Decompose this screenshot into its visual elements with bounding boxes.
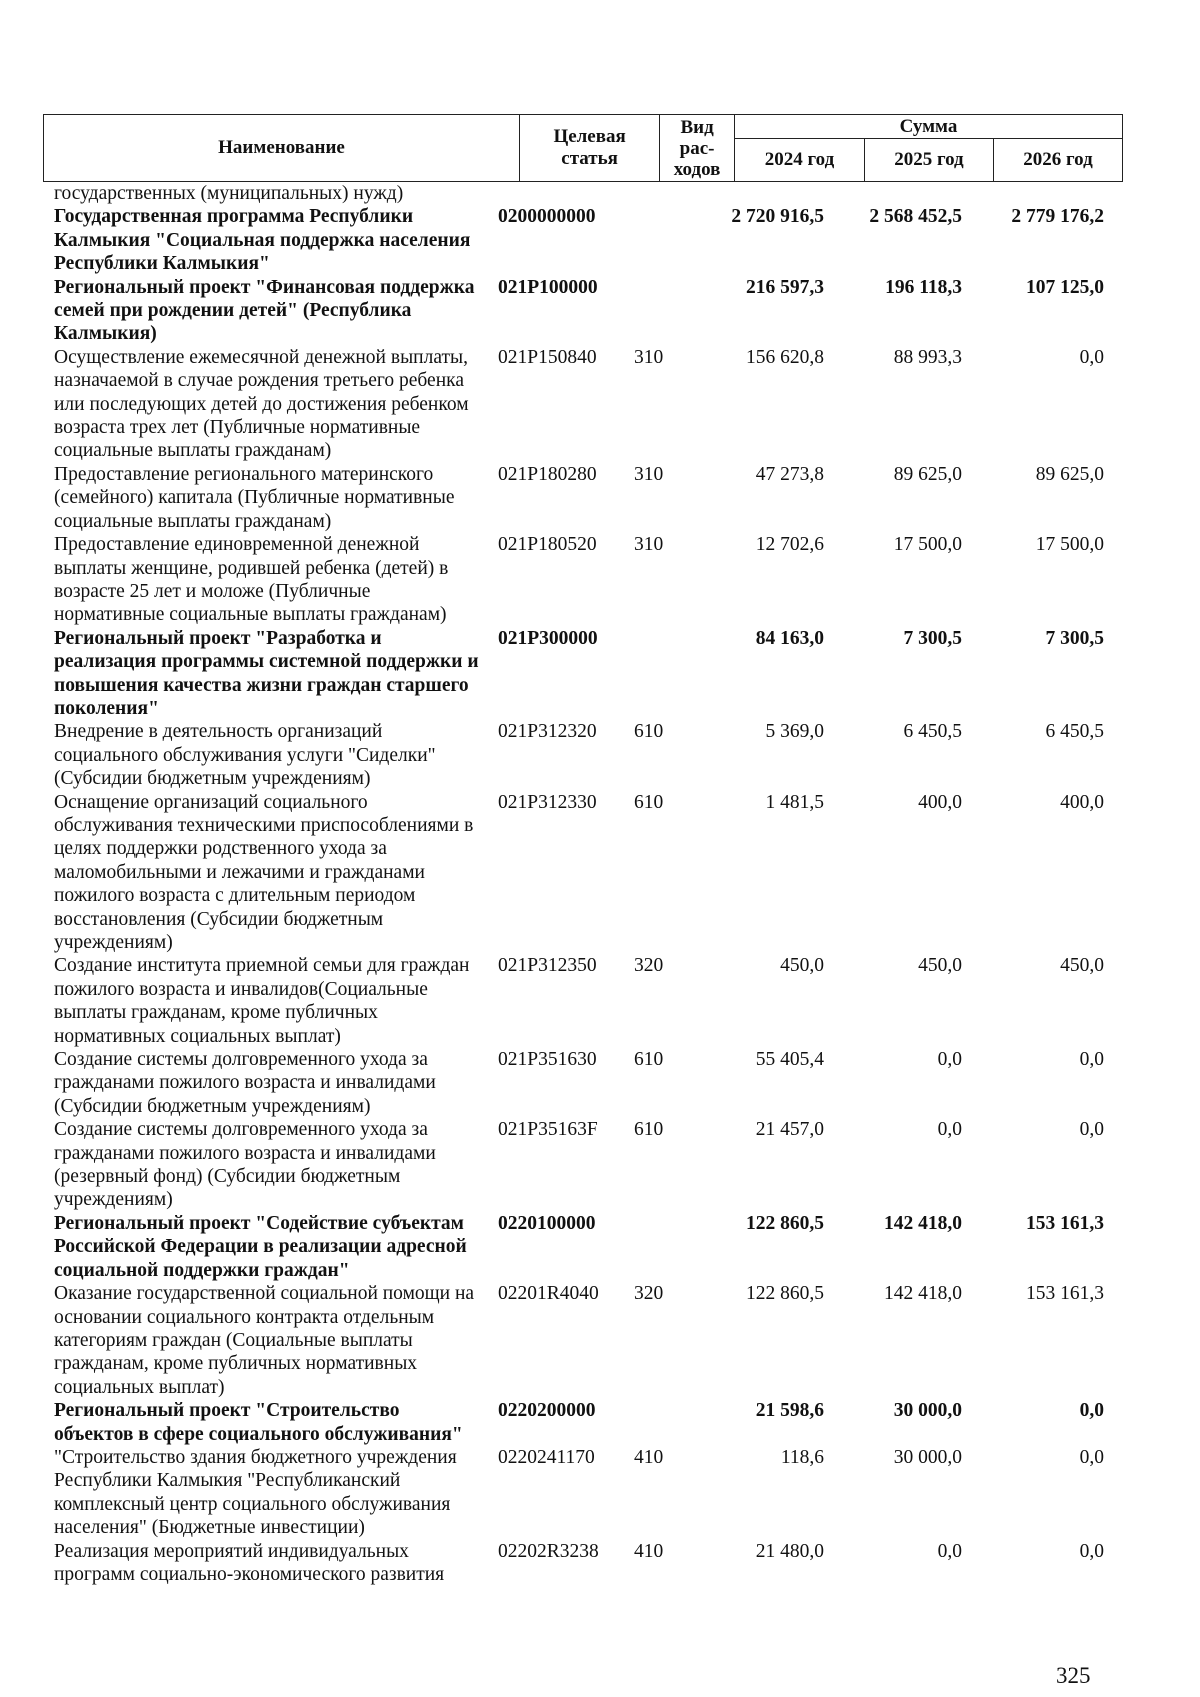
table-row	[43, 791, 1123, 955]
row-name: Оснащение организаций социального обслуживания техническими приспособлениями в целях поддержки родственного ухода за маломобильными и лежачими и гражданами пожилого возраста с длительным периодом восстановления (Субсидии бюджетным учреждениям)	[54, 791, 474, 953]
row-sum-2024: 47 273,8	[755, 463, 824, 485]
row-expense-type: 610	[634, 1119, 664, 1141]
table-row	[43, 954, 1123, 1048]
row-expense-type: 610	[634, 1049, 664, 1071]
table-row	[43, 720, 1123, 790]
table-row	[43, 346, 1123, 463]
row-sum-2025: 0,0	[937, 1049, 962, 1071]
row-code: 0200000000	[498, 206, 596, 228]
table-row	[43, 627, 1123, 721]
table-row	[43, 1540, 1123, 1587]
row-sum-2024: 5 369,0	[765, 721, 824, 743]
row-expense-type: 610	[634, 791, 664, 813]
header-2024: 2024 год	[734, 139, 864, 182]
row-sum-2024: 122 860,5	[746, 1212, 824, 1234]
row-code: 021P150840	[498, 346, 597, 368]
row-sum-2026: 400,0	[1060, 791, 1104, 813]
row-sum-2026: 0,0	[1079, 1049, 1104, 1071]
row-expense-type: 310	[634, 534, 664, 556]
row-expense-type: 320	[634, 1283, 664, 1305]
row-name: Создание института приемной семьи для граждан пожилого возраста и инвалидов(Социальные выплаты гражданам, кроме публичных нормативных социальных выплат)	[54, 955, 470, 1047]
row-name: "Строительство здания бюджетного учреждения Республики Калмыкия "Республиканский комплексный центр социального обслуживания населения" (Бюджетные инвестиции)	[54, 1446, 457, 1539]
row-name: Региональный проект "Содействие субъектам Российской Федерации в реализации адресной социальной поддержки граждан"	[54, 1212, 467, 1281]
header-vid	[660, 115, 735, 182]
row-sum-2024: 156 620,8	[746, 346, 824, 368]
row-code: 0220241170	[498, 1446, 595, 1468]
row-name: Предоставление единовременной денежной выплаты женщине, родившей ребенка (детей) в возрасте 25 лет и моложе (Публичные нормативные социальные выплаты гражданам)	[54, 534, 449, 626]
row-sum-2026: 89 625,0	[1035, 463, 1104, 485]
header-2025: 2025 год	[864, 139, 993, 182]
row-expense-type: 610	[634, 721, 664, 743]
row-sum-2024: 122 860,5	[746, 1283, 824, 1305]
row-sum-2025: 450,0	[918, 955, 962, 977]
row-sum-2025: 88 993,3	[893, 346, 962, 368]
row-expense-type: 410	[634, 1540, 664, 1562]
table-row	[43, 276, 1123, 346]
row-code: 021P312320	[498, 721, 597, 743]
table-row	[43, 463, 1123, 533]
row-sum-2024: 55 405,4	[755, 1049, 824, 1071]
table-header	[43, 114, 1123, 182]
row-name: Региональный проект "Разработка и реализация программы системной поддержки и повышения качества жизни граждан старшего поколения"	[54, 627, 479, 719]
row-sum-2026: 153 161,3	[1026, 1212, 1104, 1234]
header-vid-line1: Вид	[680, 116, 714, 138]
row-sum-2024: 21 480,0	[755, 1540, 824, 1562]
row-sum-2025: 142 418,0	[884, 1212, 962, 1234]
table-row	[43, 1048, 1123, 1118]
table-row	[43, 1282, 1123, 1399]
row-sum-2026: 0,0	[1079, 1446, 1104, 1468]
row-sum-2025: 0,0	[937, 1540, 962, 1562]
table-row	[43, 533, 1123, 627]
row-sum-2025: 30 000,0	[893, 1400, 962, 1422]
row-sum-2026: 0,0	[1079, 346, 1104, 368]
row-code: 021P312330	[498, 791, 597, 813]
row-sum-2024: 118,6	[780, 1446, 824, 1468]
row-code: 021P351630	[498, 1049, 597, 1071]
page-number: 325	[1056, 1663, 1091, 1688]
row-name: Создание системы долговременного ухода за гражданами пожилого возраста и инвалидами (Субсидии бюджетным учреждениям)	[54, 1049, 436, 1117]
header-name: Наименование	[44, 115, 520, 182]
row-sum-2024: 2 720 916,5	[731, 206, 824, 228]
row-sum-2026: 107 125,0	[1026, 276, 1104, 298]
row-name: Осуществление ежемесячной денежной выплаты, назначаемой в случае рождения третьего ребенка или последующих детей до достижения ребенком возраста трех лет (Публичные нормативные социальные выплаты гражданам)	[54, 346, 469, 462]
row-code: 02201R4040	[498, 1283, 599, 1305]
row-sum-2025: 2 568 452,5	[869, 206, 962, 228]
row-code: 021P180280	[498, 463, 597, 485]
table-body	[43, 182, 1123, 1586]
row-expense-type: 310	[634, 463, 664, 485]
table-row	[43, 1446, 1123, 1540]
budget-page	[43, 114, 1123, 1586]
row-sum-2025: 6 450,5	[903, 721, 962, 743]
row-name: Создание системы долговременного ухода за гражданами пожилого возраста и инвалидами (резервный фонд) (Субсидии бюджетным учреждениям)	[54, 1119, 436, 1211]
row-expense-type: 410	[634, 1446, 664, 1468]
row-code: 0220200000	[498, 1400, 596, 1422]
row-sum-2026: 0,0	[1079, 1119, 1104, 1141]
row-name: государственных (муниципальных) нужд)	[54, 183, 404, 204]
row-code: 021P180520	[498, 534, 597, 556]
row-sum-2024: 21 598,6	[755, 1400, 824, 1422]
row-sum-2025: 0,0	[937, 1119, 962, 1141]
row-sum-2025: 30 000,0	[893, 1446, 962, 1468]
row-sum-2025: 142 418,0	[884, 1283, 962, 1305]
row-name: Предоставление регионального материнского (семейного) капитала (Публичные нормативные социальные выплаты гражданам)	[54, 463, 455, 532]
table-row	[43, 182, 1123, 205]
row-sum-2024: 216 597,3	[746, 276, 824, 298]
header-vid-line3: ходов	[673, 158, 721, 180]
row-expense-type: 310	[634, 346, 664, 368]
row-code: 021P300000	[498, 627, 598, 649]
row-sum-2024: 12 702,6	[755, 534, 824, 556]
table-row	[43, 205, 1123, 275]
row-sum-2024: 84 163,0	[755, 627, 824, 649]
row-name: Региональный проект "Финансовая поддержка семей при рождении детей" (Республика Калмыкия)	[54, 276, 475, 345]
row-sum-2025: 89 625,0	[893, 463, 962, 485]
row-sum-2026: 0,0	[1079, 1400, 1104, 1422]
header-code-line1: Целевая	[553, 126, 626, 147]
header-code-line2: статья	[561, 148, 618, 169]
row-sum-2024: 1 481,5	[765, 791, 824, 813]
header-vid-line2: рас-	[679, 137, 715, 159]
row-name: Государственная программа Республики Калмыкия "Социальная поддержка населения Республики Калмыкия"	[54, 206, 471, 275]
row-code: 021P312350	[498, 955, 597, 977]
row-expense-type: 320	[634, 955, 664, 977]
row-sum-2025: 17 500,0	[893, 534, 962, 556]
row-code: 021P100000	[498, 276, 598, 298]
row-sum-2026: 17 500,0	[1035, 534, 1104, 556]
row-name: Региональный проект "Строительство объектов в сфере социального обслуживания"	[54, 1400, 463, 1445]
table-row	[43, 1212, 1123, 1282]
row-sum-2026: 0,0	[1079, 1540, 1104, 1562]
row-name: Реализация мероприятий индивидуальных программ социально-экономического развития	[54, 1540, 445, 1585]
row-sum-2026: 153 161,3	[1026, 1283, 1104, 1305]
row-code: 0220100000	[498, 1212, 596, 1234]
row-sum-2026: 6 450,5	[1045, 721, 1104, 743]
row-name: Оказание государственной социальной помощи на основании социального контракта отдельным категориям граждан (Социальные выплаты гражданам, кроме публичных нормативных социальных выплат)	[54, 1283, 475, 1398]
table-row	[43, 1399, 1123, 1446]
row-sum-2024: 450,0	[780, 955, 824, 977]
row-sum-2025: 400,0	[918, 791, 962, 813]
row-sum-2026: 7 300,5	[1045, 627, 1104, 649]
row-sum-2026: 450,0	[1060, 955, 1104, 977]
table-row	[43, 1118, 1123, 1212]
row-sum-2025: 196 118,3	[885, 276, 962, 298]
row-sum-2024: 21 457,0	[755, 1119, 824, 1141]
header-code	[520, 115, 660, 182]
row-code: 02202R3238	[498, 1540, 599, 1562]
row-sum-2026: 2 779 176,2	[1011, 206, 1104, 228]
header-sum: Сумма	[734, 115, 1122, 139]
row-code: 021P35163F	[498, 1119, 598, 1141]
row-sum-2025: 7 300,5	[903, 627, 962, 649]
header-2026: 2026 год	[993, 139, 1122, 182]
row-name: Внедрение в деятельность организаций социального обслуживания услуги "Сиделки" (Субсидии бюджетным учреждениям)	[54, 721, 436, 790]
